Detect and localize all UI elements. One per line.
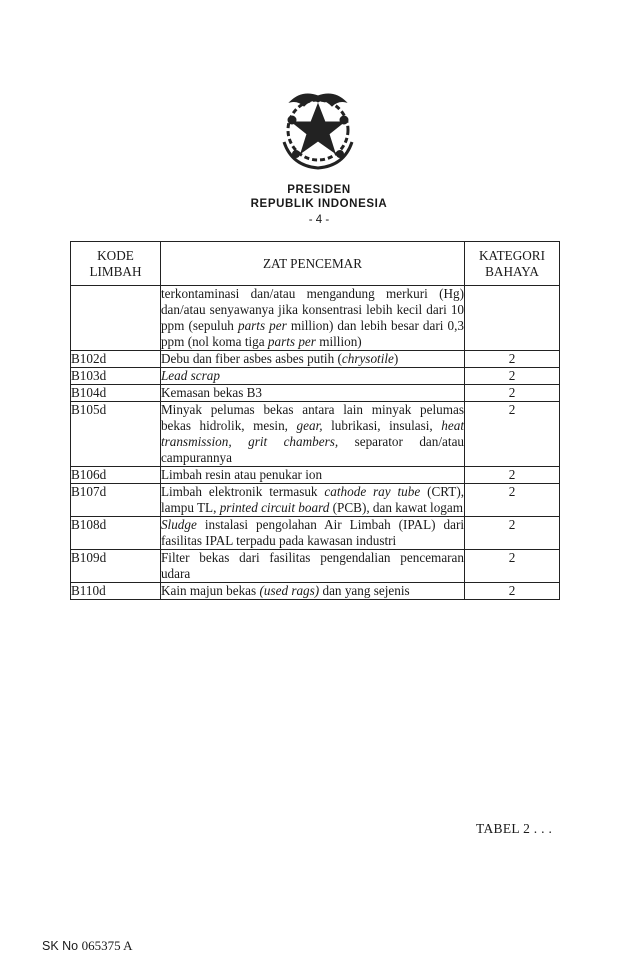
document-serial (42, 938, 133, 954)
table-cell-category: 2 (465, 385, 560, 402)
table-row (71, 402, 560, 467)
waste-table (70, 241, 560, 600)
table-row (71, 467, 560, 484)
serial-number: 065375 A (81, 938, 133, 953)
table-cell-category: 2 (465, 583, 560, 600)
table-cell-code: B105d (71, 402, 161, 467)
table-cell-category: 2 (465, 550, 560, 583)
column-header-category: KATEGORI BAHAYA (465, 242, 560, 286)
next-page-reference: TABEL 2 . . . (476, 821, 553, 836)
table-cell-category: 2 (465, 351, 560, 368)
table-row (71, 550, 560, 583)
table-row (71, 351, 560, 368)
table-cell-code: B103d (71, 368, 161, 385)
column-header-code: KODE LIMBAH (71, 242, 161, 286)
table-cell-category: 2 (465, 467, 560, 484)
garuda-emblem-icon (272, 82, 364, 174)
table-cell-code: B109d (71, 550, 161, 583)
table-cell-code: B104d (71, 385, 161, 402)
table-cell-code: B110d (71, 583, 161, 600)
table-cell-code: B102d (71, 351, 161, 368)
table-cell-category (465, 286, 560, 351)
table-cell-pollutant: Debu dan fiber asbes asbes putih (chrysotile) (160, 351, 464, 368)
table-row (71, 583, 560, 600)
country-title: REPUBLIK INDONESIA (250, 198, 388, 210)
table-cell-code (71, 286, 161, 351)
table-cell-pollutant: Kemasan bekas B3 (160, 385, 464, 402)
table-cell-pollutant: Filter bekas dari fasilitas pengendalian pencemaran udara (160, 550, 465, 581)
table-cell-pollutant: Kain majun bekas (used rags) dan yang sejenis (160, 583, 464, 600)
table-cell-category: 2 (465, 517, 560, 550)
table-cell-category: 2 (465, 402, 560, 467)
page-number: - 4 - (308, 214, 330, 226)
table-header-row (71, 242, 560, 286)
institution-title: PRESIDEN (287, 184, 351, 196)
column-header-pollutant: ZAT PENCEMAR (160, 242, 464, 286)
table-cell-code: B106d (71, 467, 161, 484)
table-cell-pollutant: Limbah elektronik termasuk cathode ray tube (CRT), lampu TL, printed circuit board (PCB), dan kawat logam (160, 484, 465, 515)
table-cell-code: B108d (71, 517, 161, 550)
table-row (71, 286, 560, 351)
table-row (71, 517, 560, 550)
table-cell-code: B107d (71, 484, 161, 517)
table-cell-category: 2 (465, 368, 560, 385)
table-cell-category: 2 (465, 484, 560, 517)
table-row (71, 484, 560, 517)
table-row (71, 385, 560, 402)
serial-label: SK No (42, 939, 79, 953)
table-row (71, 368, 560, 385)
table-cell-pollutant: Lead scrap (160, 368, 464, 385)
table-cell-pollutant: Sludge instalasi pengolahan Air Limbah (IPAL) dari fasilitas IPAL terpadu pada kawasan industri (160, 517, 465, 548)
table-cell-pollutant: Limbah resin atau penukar ion (160, 467, 464, 484)
table-cell-pollutant: terkontaminasi dan/atau mengandung merkuri (Hg) dan/atau senyawanya jika konsentrasi lebih kecil dari 10 ppm (sepuluh parts per million) dan lebih besar dari 0,3 ppm (nol koma tiga parts per million) (160, 286, 465, 349)
table-cell-pollutant: Minyak pelumas bekas antara lain minyak pelumas bekas hidrolik, mesin, gear, lubrikasi, insulasi, heat transmission, grit chambers, separator dan/atau campurannya (160, 402, 465, 465)
